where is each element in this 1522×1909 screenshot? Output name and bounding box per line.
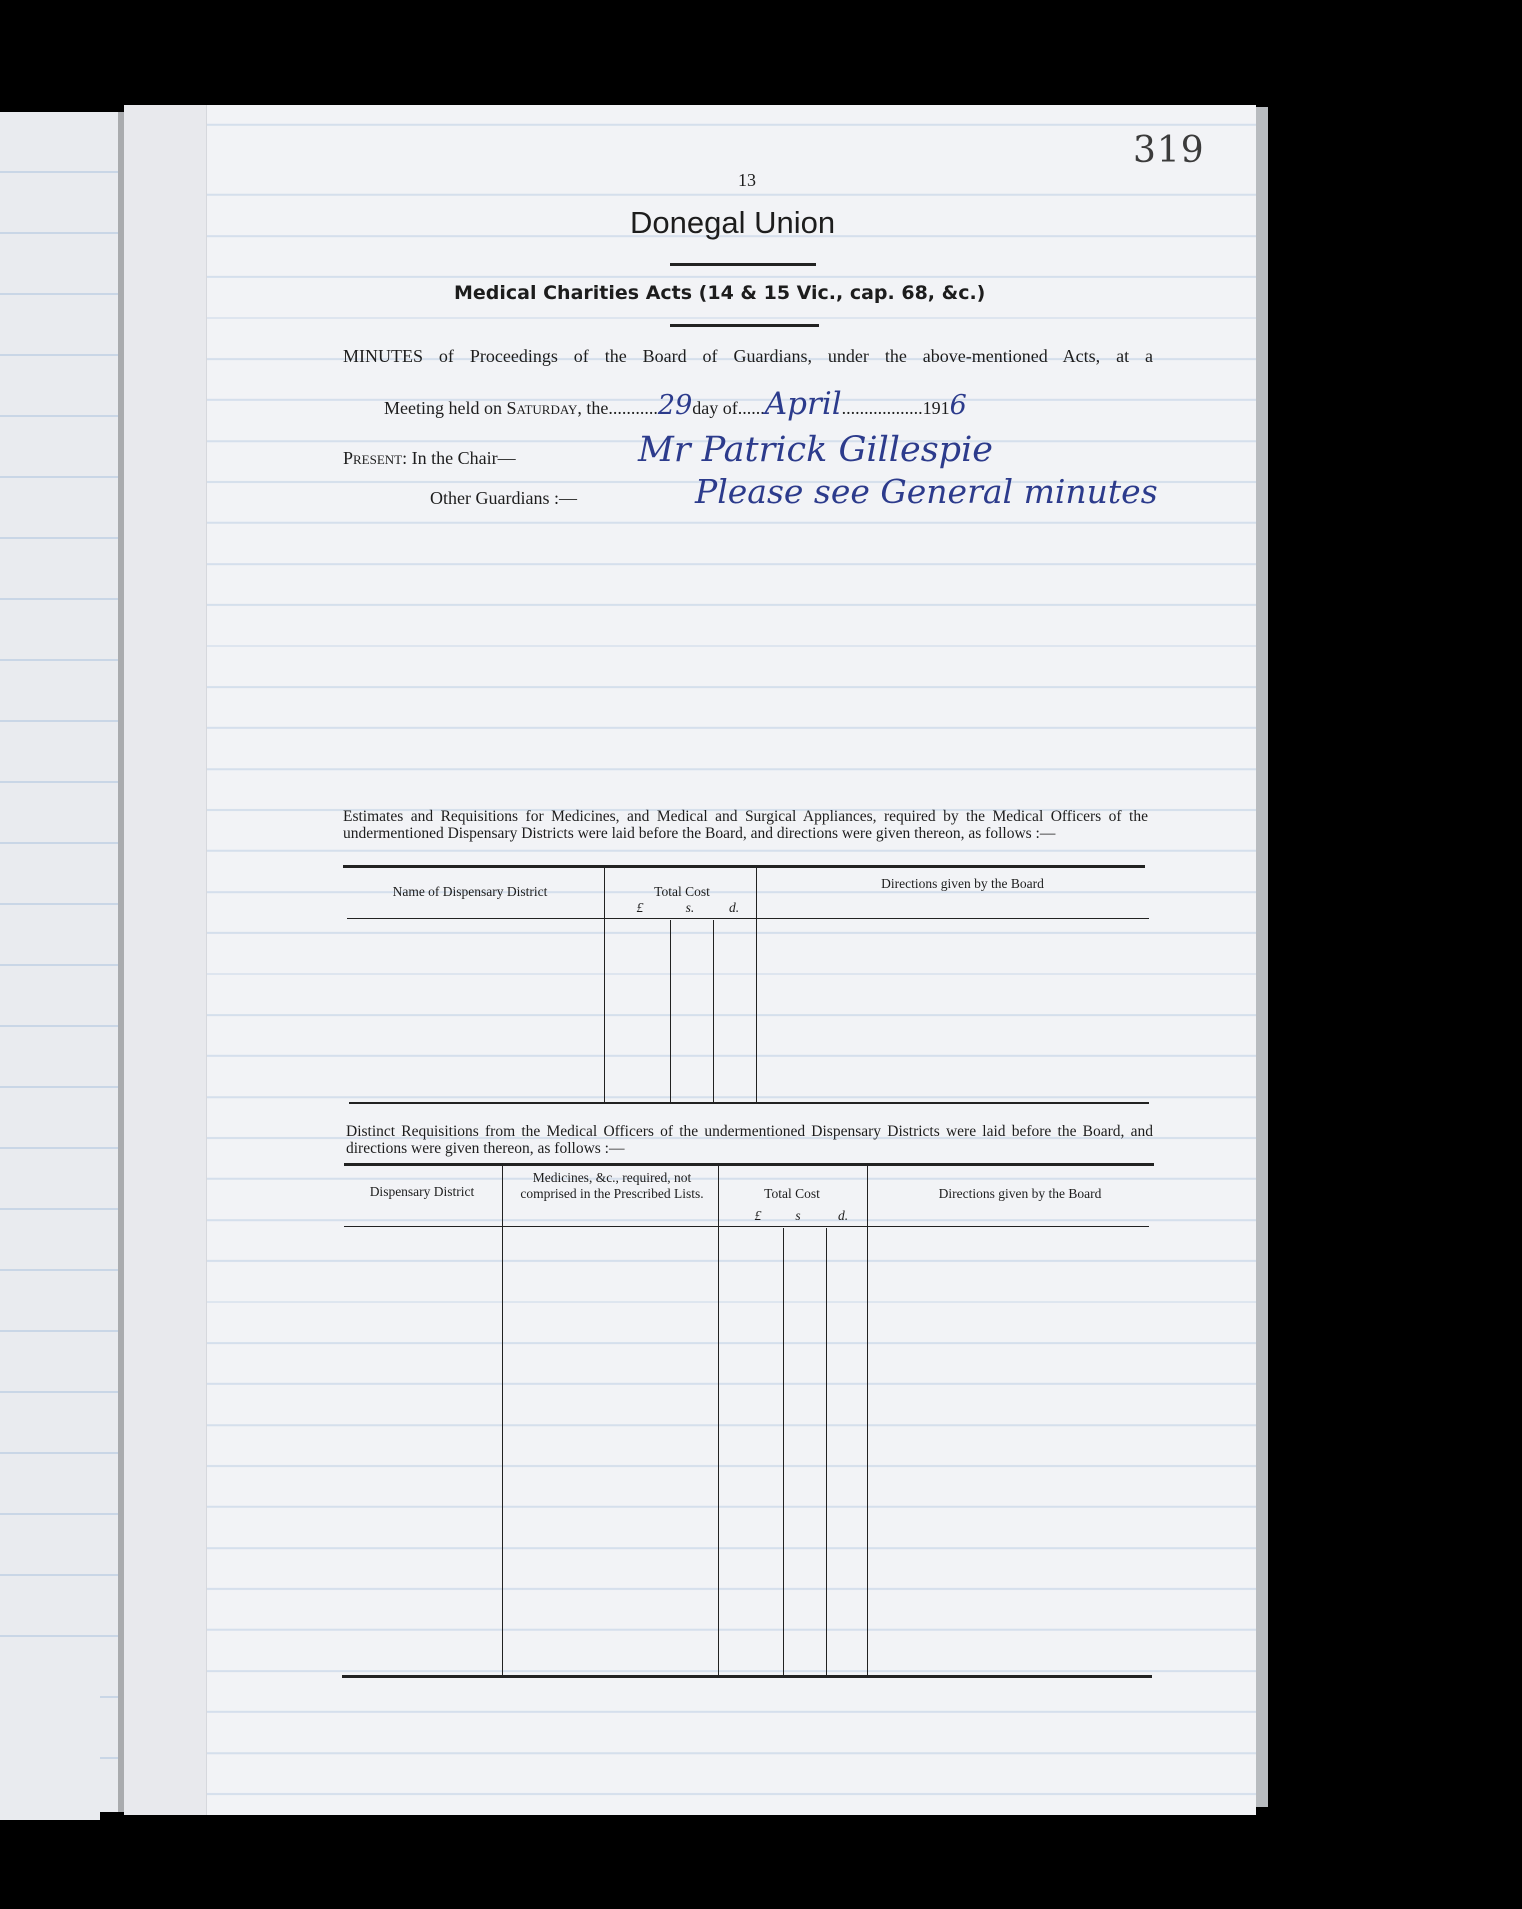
- acts-subtitle: Medical Charities Acts (14 & 15 Vic., cap. 68, &c.): [454, 282, 986, 304]
- title-rule: [670, 263, 816, 266]
- present-label: Present: [343, 448, 403, 468]
- distinct-directions-header: Directions given by the Board: [938, 1186, 1102, 1201]
- left-page-lower-edge: [0, 1680, 100, 1820]
- distinct-col-divider-4: [826, 1228, 827, 1675]
- folio-number: 319: [1133, 130, 1205, 171]
- other-guardians-value: Please see General minutes: [695, 472, 1158, 511]
- page-edge: [1256, 107, 1268, 1807]
- page-title: Donegal Union: [630, 205, 836, 240]
- chair-name: Mr Patrick Gillespie: [638, 430, 993, 470]
- estimates-col-divider-2: [670, 920, 671, 1103]
- meeting-prefix: Meeting held on: [384, 398, 507, 418]
- distinct-top-rule: [344, 1163, 1154, 1166]
- page-number: 13: [738, 170, 756, 190]
- distinct-col-divider-3: [783, 1228, 784, 1675]
- estimates-bottom-rule: [349, 1102, 1149, 1104]
- distinct-col-divider-2: [718, 1165, 719, 1675]
- distinct-header-rule: [344, 1226, 1149, 1227]
- page-margin: [124, 105, 207, 1815]
- distinct-shillings-header: s: [795, 1208, 801, 1223]
- distinct-pence-header: d.: [837, 1208, 849, 1223]
- distinct-district-header: Dispensary District: [369, 1184, 475, 1199]
- present-line: [343, 448, 516, 469]
- meeting-day-of: day of......: [692, 398, 765, 418]
- estimates-district-header: Name of Dispensary District: [392, 884, 548, 899]
- subtitle-rule: [670, 324, 819, 327]
- estimates-header-rule: [347, 918, 1149, 919]
- meeting-line: [384, 386, 967, 422]
- meeting-month: April: [764, 386, 842, 422]
- estimates-col-divider-3: [713, 920, 714, 1103]
- distinct-col-divider-1: [502, 1165, 503, 1675]
- estimates-shillings-header: s.: [685, 900, 695, 915]
- meeting-year-digit: 6: [949, 390, 967, 421]
- estimates-col-divider-1: [604, 867, 605, 1103]
- meeting-day: 29: [657, 390, 693, 421]
- estimates-directions-header: Directions given by the Board: [881, 876, 1044, 891]
- left-facing-page: [0, 112, 118, 1812]
- estimates-total-cost-header: Total Cost: [654, 884, 710, 899]
- estimates-pounds-header: £: [636, 900, 644, 915]
- estimates-pence-header: d.: [728, 900, 740, 915]
- minutes-line: MINUTES of Proceedings of the Board of Guardians, under the above-mentioned Acts, at a: [343, 346, 1153, 366]
- other-guardians-label: Other Guardians :—: [430, 488, 577, 508]
- estimates-col-divider-4: [756, 867, 757, 1103]
- distinct-pounds-header: £: [754, 1208, 762, 1223]
- estimates-top-rule: [343, 865, 1145, 868]
- distinct-col-divider-5: [867, 1165, 868, 1675]
- estimates-paragraph: Estimates and Requisitions for Medicines, and Medical and Surgical Appliances, required by the Medical Officers of the undermentioned Dispensary Districts were laid before the Board, and directions were given thereon, as follows :—: [343, 808, 1148, 842]
- chair-label: : In the Chair—: [402, 448, 516, 468]
- distinct-total-cost-header: Total Cost: [764, 1186, 820, 1201]
- meeting-the: , the...........: [577, 398, 658, 418]
- distinct-paragraph: Distinct Requisitions from the Medical Officers of the undermentioned Dispensary Districts were laid before the Board, and directions were given thereon, as follows :—: [346, 1123, 1153, 1157]
- distinct-medicines-header: Medicines, &c., required, not comprised in the Prescribed Lists.: [520, 1170, 704, 1201]
- meeting-weekday: Saturday: [506, 398, 578, 418]
- distinct-bottom-rule: [342, 1675, 1152, 1678]
- meeting-year-prefix: ..................191: [841, 398, 950, 418]
